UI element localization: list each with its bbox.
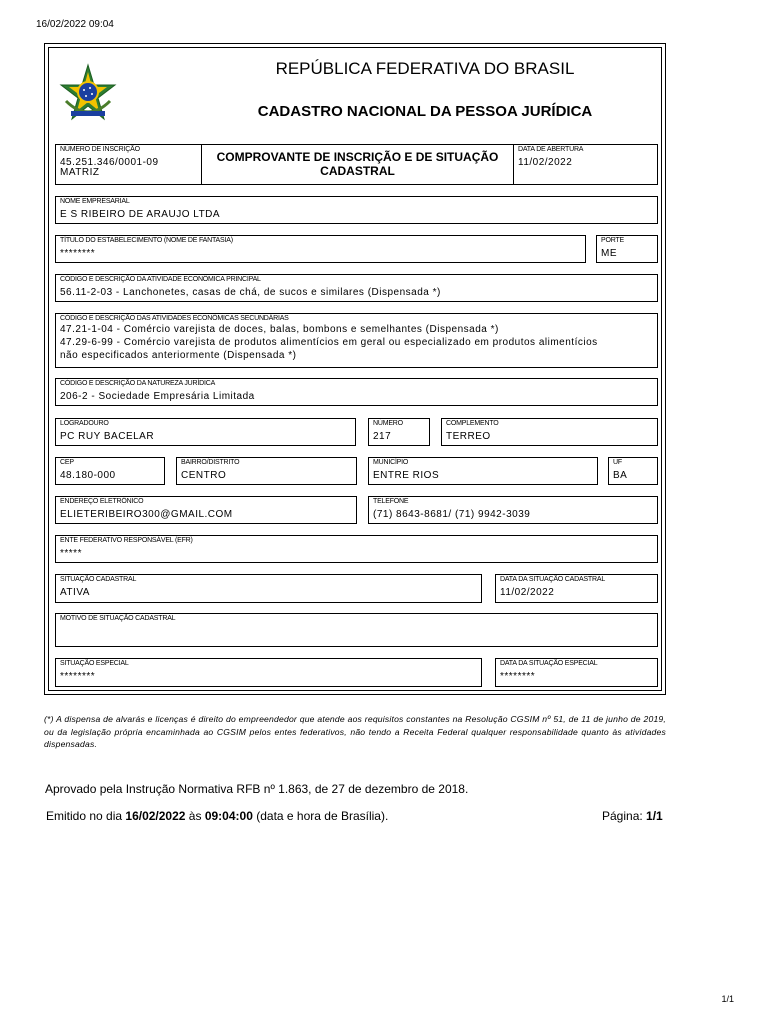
porte-label: PORTE bbox=[601, 237, 624, 244]
numero-box bbox=[368, 418, 430, 446]
data-situacao-especial-box bbox=[495, 658, 658, 687]
dispensa-note: (*) A dispensa de alvarás e licenças é direito do empreendedor que atende aos requisitos constantes na Resolução CGSIM nº 51, de 11 de junho de 2019, ou da legislação própria encaminhada ao CGSIM pelos entes federativos, não tendo a Receita Federal qualquer responsabilidade quanto às atividades dispensadas. bbox=[44, 714, 666, 749]
inscricao-value: 45.251.346/0001-09 bbox=[60, 157, 159, 168]
atividade-secundaria-line: 47.29-6-99 - Comércio varejista de produtos alimentícios em geral ou especializado em produtos alimentícios bbox=[60, 337, 598, 348]
situacao-especial-box bbox=[55, 658, 482, 687]
nome-empresarial-box bbox=[55, 196, 658, 224]
atividade-secundaria-line: não especificados anteriormente (Dispensada *) bbox=[60, 350, 297, 361]
natureza-box bbox=[55, 378, 658, 406]
approval-text: Aprovado pela Instrução Normativa RFB nº 1.863, de 27 de dezembro de 2018. bbox=[45, 782, 469, 796]
municipio-label: MUNICÍPIO bbox=[373, 459, 409, 466]
numero-value: 217 bbox=[373, 431, 392, 442]
atividades-secundarias-label: CÓDIGO E DESCRIÇÃO DAS ATIVIDADES ECONÔMICAS SECUNDÁRIAS bbox=[60, 315, 289, 322]
telefone-box bbox=[368, 496, 658, 524]
inscricao-box bbox=[55, 144, 202, 185]
telefone-value: (71) 8643-8681/ (71) 9942-3039 bbox=[373, 509, 531, 520]
efr-label: ENTE FEDERATIVO RESPONSÁVEL (EFR) bbox=[60, 537, 193, 544]
emission-text bbox=[46, 809, 388, 823]
complemento-box bbox=[441, 418, 658, 446]
page-count: 1/1 bbox=[721, 994, 734, 1004]
email-value: ELIETERIBEIRO300@GMAIL.COM bbox=[60, 509, 233, 520]
nome-empresarial-label: NOME EMPRESARIAL bbox=[60, 198, 130, 205]
nome-empresarial-value: E S RIBEIRO DE ARAUJO LTDA bbox=[60, 209, 221, 220]
situacao-box bbox=[55, 574, 482, 603]
municipio-value: ENTRE RIOS bbox=[373, 470, 440, 481]
efr-value: ***** bbox=[60, 548, 82, 559]
logradouro-value: PC RUY BACELAR bbox=[60, 431, 155, 442]
inscricao-label: NÚMERO DE INSCRIÇÃO bbox=[60, 146, 140, 153]
uf-box bbox=[608, 457, 658, 485]
print-timestamp: 16/02/2022 09:04 bbox=[36, 19, 114, 30]
atividades-secundarias-box bbox=[55, 313, 658, 368]
atividade-principal-box bbox=[55, 274, 658, 302]
page-label: Página: bbox=[602, 809, 643, 823]
comprovante-title-line1: COMPROVANTE DE INSCRIÇÃO E DE SITUAÇÃO bbox=[216, 150, 499, 164]
municipio-box bbox=[368, 457, 598, 485]
abertura-value: 11/02/2022 bbox=[518, 157, 573, 168]
complemento-label: COMPLEMENTO bbox=[446, 420, 499, 427]
porte-box bbox=[596, 235, 658, 263]
motivo-box bbox=[55, 613, 658, 647]
numero-label: NÚMERO bbox=[373, 420, 403, 427]
natureza-label: CÓDIGO E DESCRIÇÃO DA NATUREZA JURÍDICA bbox=[60, 380, 216, 387]
titulo-box bbox=[55, 235, 586, 263]
uf-label: UF bbox=[613, 459, 622, 466]
natureza-value: 206-2 - Sociedade Empresária Limitada bbox=[60, 391, 255, 402]
situacao-especial-label: SITUAÇÃO ESPECIAL bbox=[60, 660, 129, 667]
motivo-label: MOTIVO DE SITUAÇÃO CADASTRAL bbox=[60, 615, 176, 622]
uf-value: BA bbox=[613, 470, 628, 481]
comprovante-box bbox=[201, 144, 514, 185]
republic-title: REPÚBLICA FEDERATIVA DO BRASIL bbox=[275, 59, 575, 78]
email-label: ENDEREÇO ELETRÔNICO bbox=[60, 498, 144, 505]
comprovante-title-line2: CADASTRAL bbox=[320, 164, 395, 178]
inscricao-tipo: MATRIZ bbox=[60, 167, 100, 178]
telefone-label: TELEFONE bbox=[373, 498, 409, 505]
emission-mid: às bbox=[188, 809, 202, 823]
atividade-principal-value: 56.11-2-03 - Lanchonetes, casas de chá, de sucos e similares (Dispensada *) bbox=[60, 287, 441, 298]
titulo-label: TÍTULO DO ESTABELECIMENTO (NOME DE FANTASIA) bbox=[60, 237, 233, 244]
bairro-box bbox=[176, 457, 357, 485]
efr-box bbox=[55, 535, 658, 563]
data-situacao-box bbox=[495, 574, 658, 603]
abertura-label: DATA DE ABERTURA bbox=[518, 146, 584, 153]
emission-date: 16/02/2022 bbox=[125, 809, 186, 823]
situacao-especial-value: ******** bbox=[60, 671, 96, 682]
data-situacao-value: 11/02/2022 bbox=[500, 587, 555, 598]
abertura-box bbox=[513, 144, 658, 185]
situacao-value: ATIVA bbox=[60, 587, 90, 598]
data-situacao-label: DATA DA SITUAÇÃO CADASTRAL bbox=[500, 576, 606, 583]
data-situacao-especial-label: DATA DA SITUAÇÃO ESPECIAL bbox=[500, 660, 598, 667]
cep-box bbox=[55, 457, 165, 485]
complemento-value: TERREO bbox=[446, 431, 491, 442]
cep-label: CEP bbox=[60, 459, 74, 466]
brazil-coat-of-arms-icon bbox=[58, 63, 118, 123]
situacao-label: SITUAÇÃO CADASTRAL bbox=[60, 576, 137, 583]
email-box bbox=[55, 496, 357, 524]
page-value: 1/1 bbox=[646, 809, 663, 823]
bairro-label: BAIRRO/DISTRITO bbox=[181, 459, 240, 466]
data-situacao-especial-value: ******** bbox=[500, 671, 536, 682]
emission-suffix: (data e hora de Brasília). bbox=[256, 809, 389, 823]
bairro-value: CENTRO bbox=[181, 470, 227, 481]
cnpj-title: CADASTRO NACIONAL DA PESSOA JURÍDICA bbox=[257, 103, 593, 120]
logradouro-label: LOGRADOURO bbox=[60, 420, 109, 427]
porte-value: ME bbox=[601, 248, 617, 259]
logradouro-box bbox=[55, 418, 356, 446]
emission-prefix: Emitido no dia bbox=[46, 809, 123, 823]
titulo-value: ******** bbox=[60, 248, 96, 259]
page-indicator bbox=[602, 809, 663, 823]
cep-value: 48.180-000 bbox=[60, 470, 116, 481]
emission-time: 09:04:00 bbox=[204, 809, 253, 823]
atividade-principal-label: CÓDIGO E DESCRIÇÃO DA ATIVIDADE ECONÔMICA PRINCIPAL bbox=[60, 276, 261, 283]
atividade-secundaria-line: 47.21-1-04 - Comércio varejista de doces, balas, bombons e semelhantes (Dispensada *) bbox=[60, 324, 499, 335]
